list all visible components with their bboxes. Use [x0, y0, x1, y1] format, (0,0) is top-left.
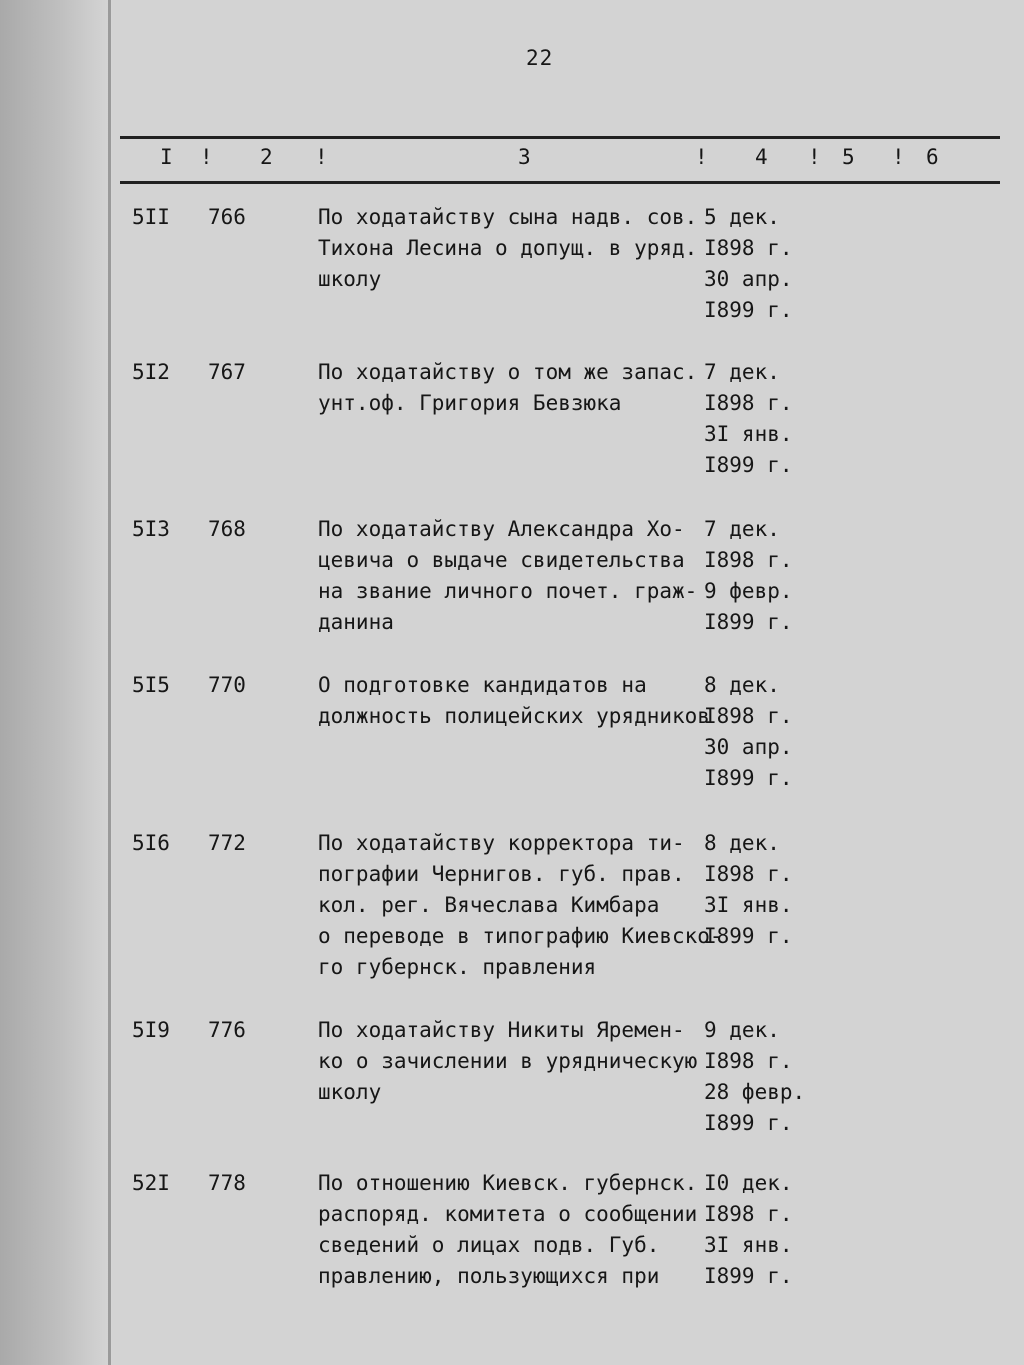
case-title	[318, 357, 708, 419]
case-dates	[704, 514, 814, 638]
date-line: I898 г.	[704, 704, 793, 728]
table-header-top-rule	[120, 136, 1000, 139]
case-title-line: О подготовке кандидатов на	[318, 673, 647, 697]
case-title-line: го губернск. правления	[318, 955, 597, 979]
date-line: I898 г.	[704, 1049, 793, 1073]
case-title-line: ко о зачислении в урядническую	[318, 1049, 698, 1073]
case-title-line: на звание личного почет. граж-	[318, 579, 698, 603]
column-header-1: I	[160, 145, 173, 169]
case-title-line: распоряд. комитета о сообщении	[318, 1202, 698, 1226]
date-line: 7 дек.	[704, 517, 780, 541]
case-title	[318, 1168, 708, 1292]
table-header-bottom-rule	[120, 181, 1000, 184]
column-separator: !	[200, 145, 213, 169]
column-separator: !	[808, 145, 821, 169]
case-title	[318, 670, 708, 732]
case-title-line: По ходатайству Никиты Яремен-	[318, 1018, 685, 1042]
column-header-4: 4	[755, 145, 768, 169]
case-title-line: о переводе в типографию Киевско-	[318, 924, 723, 948]
case-number: 766	[208, 205, 246, 229]
case-number: 778	[208, 1171, 246, 1195]
case-title	[318, 202, 708, 295]
date-line: I899 г.	[704, 766, 793, 790]
case-title-line: По ходатайству сына надв. сов.	[318, 205, 698, 229]
case-title	[318, 1015, 708, 1108]
case-title-line: должность полицейских урядников	[318, 704, 710, 728]
case-title-line: унт.оф. Григория Бевзюка	[318, 391, 622, 415]
page-gutter	[108, 0, 111, 1365]
date-line: 30 апр.	[704, 267, 793, 291]
case-title-line: По ходатайству корректора ти-	[318, 831, 685, 855]
column-header-2: 2	[260, 145, 273, 169]
case-title-line: По ходатайству о том же запас.	[318, 360, 698, 384]
date-line: 7 дек.	[704, 360, 780, 384]
date-line: I898 г.	[704, 391, 793, 415]
case-number: 770	[208, 673, 246, 697]
case-dates	[704, 202, 814, 326]
table-header	[120, 145, 1000, 177]
case-dates	[704, 357, 814, 481]
case-title	[318, 828, 723, 983]
case-title-line: По отношению Киевск. губернск.	[318, 1171, 698, 1195]
date-line: I899 г.	[704, 610, 793, 634]
case-title-line: школу	[318, 1080, 382, 1104]
case-title-line: правлению, пользующихся при	[318, 1264, 660, 1288]
date-line: 9 февр.	[704, 579, 793, 603]
case-dates	[704, 1015, 814, 1139]
case-title-line: школу	[318, 267, 382, 291]
case-title-line: Тихона Лесина о допущ. в уряд.	[318, 236, 698, 260]
case-title-line: данина	[318, 610, 394, 634]
record-number: 5I3	[132, 517, 170, 541]
case-title-line: пографии Чернигов. губ. прав.	[318, 862, 685, 886]
date-line: I0 дек.	[704, 1171, 793, 1195]
case-dates	[704, 670, 814, 794]
date-line: I899 г.	[704, 1111, 793, 1135]
date-line: I899 г.	[704, 924, 793, 948]
case-dates	[704, 828, 814, 952]
record-number: 5I5	[132, 673, 170, 697]
date-line: 3I янв.	[704, 893, 793, 917]
date-line: I898 г.	[704, 236, 793, 260]
date-line: I898 г.	[704, 548, 793, 572]
page-number: 22	[526, 46, 554, 70]
record-number: 5I6	[132, 831, 170, 855]
case-title-line: цевича о выдаче свидетельства	[318, 548, 685, 572]
date-line: 8 дек.	[704, 673, 780, 697]
date-line: 28 февр.	[704, 1080, 806, 1104]
date-line: I899 г.	[704, 1264, 793, 1288]
case-dates	[704, 1168, 814, 1292]
date-line: I899 г.	[704, 298, 793, 322]
record-number: 5I2	[132, 360, 170, 384]
date-line: I898 г.	[704, 1202, 793, 1226]
case-title-line: сведений о лицах подв. Губ.	[318, 1233, 660, 1257]
case-title	[318, 514, 708, 638]
page-binding-shadow	[0, 0, 112, 1365]
date-line: 30 апр.	[704, 735, 793, 759]
column-header-6: 6	[926, 145, 939, 169]
date-line: 3I янв.	[704, 1233, 793, 1257]
case-number: 767	[208, 360, 246, 384]
record-number: 52I	[132, 1171, 170, 1195]
column-separator: !	[892, 145, 905, 169]
date-line: I899 г.	[704, 453, 793, 477]
date-line: 9 дек.	[704, 1018, 780, 1042]
record-number: 5I9	[132, 1018, 170, 1042]
date-line: 8 дек.	[704, 831, 780, 855]
column-header-5: 5	[842, 145, 855, 169]
column-separator: !	[315, 145, 328, 169]
case-number: 768	[208, 517, 246, 541]
date-line: 3I янв.	[704, 422, 793, 446]
case-title-line: По ходатайству Александра Хо-	[318, 517, 685, 541]
case-title-line: кол. рег. Вячеслава Кимбара	[318, 893, 660, 917]
record-number: 5II	[132, 205, 170, 229]
column-separator: !	[695, 145, 708, 169]
date-line: 5 дек.	[704, 205, 780, 229]
case-number: 772	[208, 831, 246, 855]
case-number: 776	[208, 1018, 246, 1042]
column-header-3: 3	[518, 145, 531, 169]
date-line: I898 г.	[704, 862, 793, 886]
